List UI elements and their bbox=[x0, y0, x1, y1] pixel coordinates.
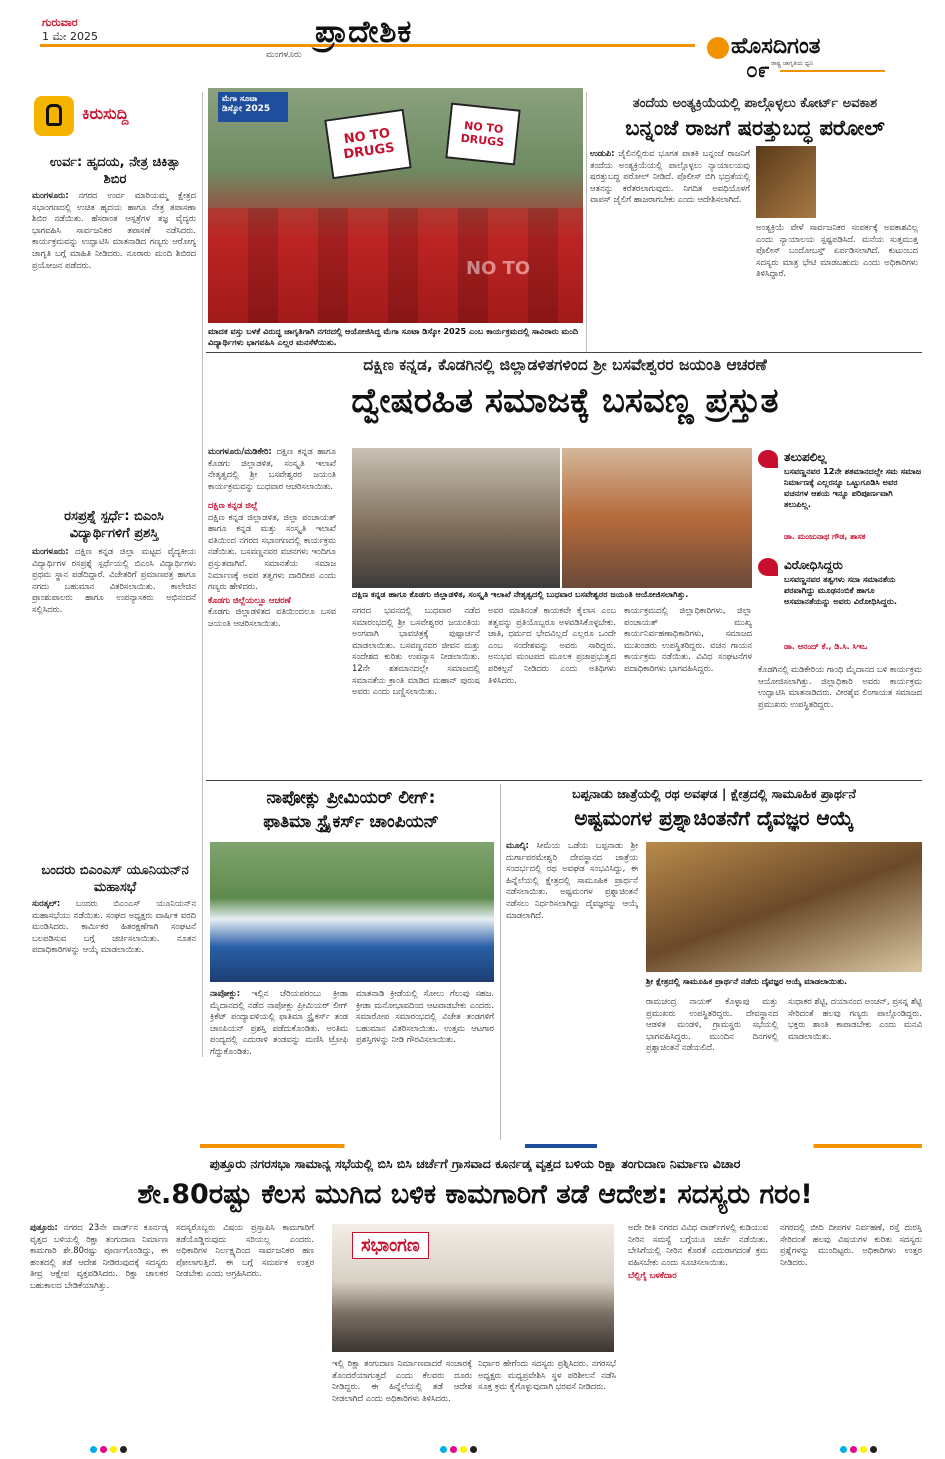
parole-text-2: ಅಂತ್ಯಕ್ರಿಯೆ ವೇಳೆ ಸಾರ್ವಜನಿಕರ ಸಂಪರ್ಕಕ್ಕೆ ಅವಕಾಶವಿಲ್ಲ ಎಂದು ನ್ಯಾಯಾಲಯ ಸ್ಪಷ್ಟಪಡಿಸಿದೆ. ಮನೆಯ ಸುತ್ತಮುತ್ತ ಪೊಲೀಸ್ ಬಂದೋಬಸ್ತ್ ಏರ್ಪಡಿಸಲಾಗಿದೆ. ಕುಟುಂಬದ ಸದಸ್ಯರು ಮಾತ್ರ ಭೇಟಿ ಮಾಡಬಹುದು ಎಂದು ಅಧಿಕಾರಿಗಳು ತಿಳಿಸಿದ್ದಾರೆ. bbox=[756, 222, 918, 279]
basava-quote-1 bbox=[758, 448, 922, 548]
dot-yellow bbox=[460, 1446, 467, 1453]
mega-soota-tag bbox=[218, 92, 288, 122]
dot-cyan bbox=[440, 1446, 447, 1453]
date-label: 1 ಮೇ 2025 bbox=[42, 30, 99, 43]
sabhangana-label: ಸಭಾಂಗಣ bbox=[361, 1235, 420, 1256]
ashtamangala-photo bbox=[646, 842, 922, 972]
puttur-byline: ಪುತ್ತೂರು: bbox=[30, 1222, 58, 1232]
day-label: ಗುರುವಾರ bbox=[42, 16, 78, 29]
kirusuddi-label: ಕಿರುಸುದ್ದಿ bbox=[82, 104, 129, 123]
basava-photo-left bbox=[352, 448, 560, 588]
basava-col-4 bbox=[624, 605, 752, 777]
quote-2-body: ಬಸವಣ್ಣನವರ ತತ್ವಗಳು ಸದಾ ಸಮಾನತೆಯ ಪರವಾಗಿದ್ದು ಮೂಢನಂಬಿಕೆ ಹಾಗೂ ಅಸಮಾನತೆಯನ್ನು ಅವರು ವಿರೋಧಿಸಿದ್ದರು. bbox=[784, 574, 897, 606]
parole-headline: ಬನ್ನಂಜೆ ರಾಜಗೆ ಷರತ್ತುಬದ್ಧ ಪರೋಲ್ bbox=[625, 116, 885, 140]
kirusuddi-body-1 bbox=[32, 190, 196, 490]
quote-2-icon bbox=[758, 558, 778, 576]
footer-dots-left bbox=[90, 1438, 130, 1457]
left-column-rule bbox=[202, 92, 203, 1057]
dot-yellow bbox=[860, 1446, 867, 1453]
cricket-rule bbox=[500, 784, 501, 1140]
quote-1-icon bbox=[758, 450, 778, 468]
quote-2-by: ಡಾ. ಆನಂದ್ ಕೆ., ಡಿ.ಸಿ. ಸಿಇಒ bbox=[784, 642, 868, 651]
kirusuddi-byline-1: ಮಂಗಳೂರು: bbox=[32, 190, 69, 200]
puttur-text-6: ನಗರದಲ್ಲಿ ಬೀದಿ ದೀಪಗಳ ನಿರ್ವಹಣೆ, ರಸ್ತೆ ದುರಸ್ತಿ ಸೇರಿದಂತೆ ಹಲವು ವಿಷಯಗಳ ಕುರಿತು ಸದಸ್ಯರು ಪ್ರಶ್ನೆಗಳನ್ನು ಮುಂದಿಟ್ಟರು. ಅಧಿಕಾರಿಗಳು ಉತ್ತರ ನೀಡಿದರು. bbox=[780, 1222, 922, 1267]
basava-quote-2 bbox=[758, 556, 922, 656]
paper-tagline: ರಾಷ್ಟ್ರ ಜಾಗೃತಿಯ ಧ್ವನಿ bbox=[771, 60, 814, 67]
dot-magenta bbox=[450, 1446, 457, 1453]
section-title: ಪ್ರಾದೇಶಿಕ bbox=[315, 14, 413, 50]
kirusuddi-title-2: ರಸಪ್ರಶ್ನೆ ಸ್ಪರ್ಧೆ: ಬಿಎಂಸಿ ವಿದ್ಯಾರ್ಥಿಗಳಿಗೆ ಪ್ರಶಸ್ತಿ bbox=[64, 509, 164, 541]
basava-sub-2: ಕೊಡಗು ಜಿಲ್ಲೆಯಲ್ಲೂ ಆಚರಣೆ bbox=[208, 594, 291, 605]
basava-col-1b bbox=[208, 500, 336, 776]
ashtamangala-col-2 bbox=[646, 996, 778, 1138]
no-drugs-sign-1-text: NO TO DRUGS bbox=[342, 125, 396, 163]
dot-black bbox=[120, 1446, 127, 1453]
dot-cyan bbox=[90, 1446, 97, 1453]
rule-below-basava bbox=[206, 780, 922, 781]
puttur-col-2 bbox=[176, 1222, 314, 1432]
kirusuddi-header bbox=[30, 90, 190, 142]
photo-rule bbox=[586, 92, 587, 352]
mega-soota-caption: ಮಾದಕ ವಸ್ತು ಬಳಕೆ ವಿರುದ್ಧ ಜಾಗೃತಿಗಾಗಿ ನಗರದಲ್ಲಿ ಆಯೋಜಿಸಿದ್ದ ಮೆಗಾ ಸೂಟಾ ಡಿಸ್ಕೋ 2025 ಎಂಬ ಕಾರ್ಯಕ್ರಮದಲ್ಲಿ ಸಾವಿರಾರು ಮಂದಿ ವಿದ್ಯಾರ್ಥಿಗಳು ಭಾಗವಹಿಸಿ ಎಲ್ಲರ ಮನಸೆಳೆಯಿತು. bbox=[208, 326, 579, 347]
ashtamangala-text-2: ರಾಮಚಂದ್ರ ನಾಯಕ್ ಕೊಳ್ಳಾಪು ಮತ್ತು ಪ್ರಮುಖರು ಉಪಸ್ಥಿತರಿದ್ದರು. ದೇವಸ್ಥಾನದ ಆಡಳಿತ ಮಂಡಳಿ, ಗ್ರಾಮಸ್ಥರು ಸಭೆಯಲ್ಲಿ ಭಾಗವಹಿಸಿದ್ದರು. ಮುಂದಿನ ದಿನಗಳಲ್ಲಿ ಪ್ರಶ್ನಾಚಿಂತನೆ ನಡೆಯಲಿದೆ. bbox=[646, 996, 778, 1053]
basava-text-1b: ದಕ್ಷಿಣ ಕನ್ನಡ ಜಿಲ್ಲಾಡಳಿತ, ಜಿಲ್ಲಾ ಪಂಚಾಯತ್ ಹಾಗೂ ಕನ್ನಡ ಮತ್ತು ಸಂಸ್ಕೃತಿ ಇಲಾಖೆ ವತಿಯಿಂದ ನಗರದ ಸಭಾಂಗಣದಲ್ಲಿ ಕಾರ್ಯಕ್ರಮ ನಡೆಯಿತು. ಬಸವಣ್ಣನವರ ವಚನಗಳು ಇಂದಿಗೂ ಪ್ರಸ್ತುತವಾಗಿವೆ. ಸಮಾನತೆಯ ಸಮಾಜ ನಿರ್ಮಾಣಕ್ಕೆ ಅವರ ತತ್ವಗಳು ದಾರಿದೀಪ ಎಂದು ಗಣ್ಯರು ಹೇಳಿದರು. bbox=[208, 511, 336, 592]
parole-kicker: ತಂದೆಯ ಅಂತ್ಯಕ್ರಿಯೆಯಲ್ಲಿ ಪಾಲ್ಗೊಳ್ಳಲು ಕೋರ್ಟ್ ಅವಕಾಶ bbox=[632, 96, 878, 111]
kirusuddi-title-1: ಉರ್ವ: ಹೃದಯ, ನೇತ್ರ ಚಿಕಿತ್ಸಾ ಶಿಬಿರ bbox=[49, 155, 181, 187]
puttur-col-5 bbox=[628, 1222, 768, 1432]
basava-text-5: ಕೊಡಗಿನಲ್ಲಿ ಮಡಿಕೇರಿಯ ಗಾಂಧಿ ಮೈದಾನದ ಬಳಿ ಕಾರ್ಯಕ್ರಮ ಆಯೋಜಿಸಲಾಗಿತ್ತು. ಜಿಲ್ಲಾಧಿಕಾರಿ ಅವರು ಕಾರ್ಯಕ್ರಮ ಉದ್ಘಾಟಿಸಿ ಮಾತನಾಡಿದರು. ವೀರಶೈವ ಲಿಂಗಾಯತ ಸಮಾಜದ ಪ್ರಮುಖರು ಉಪಸ್ಥಿತರಿದ್ದರು. bbox=[758, 664, 922, 709]
basava-text-4: ಕಾರ್ಯಕ್ರಮದಲ್ಲಿ ಜಿಲ್ಲಾಧಿಕಾರಿಗಳು, ಜಿಲ್ಲಾ ಪಂಚಾಯತ್ ಮುಖ್ಯ ಕಾರ್ಯನಿರ್ವಹಣಾಧಿಕಾರಿಗಳು, ಸಮಾಜದ ಮುಖಂಡರು ಉಪಸ್ಥಿತರಿದ್ದರು. ವಚನ ಗಾಯನ ಕಾರ್ಯಕ್ರಮ ನಡೆಯಿತು. ವಿವಿಧ ಸಂಘಟನೆಗಳ ಪದಾಧಿಕಾರಿಗಳು ಭಾಗವಹಿಸಿದ್ದರು. bbox=[624, 605, 752, 673]
kirusuddi-text-1: ನಗರದ ಉರ್ವ ಮಾರಿಯಮ್ಮ ಕ್ಷೇತ್ರದ ಸಭಾಂಗಣದಲ್ಲಿ ಉಚಿತ ಹೃದಯ ಹಾಗೂ ನೇತ್ರ ತಪಾಸಣಾ ಶಿಬಿರ ನಡೆಯಿತು. ಹೆಸರಾಂತ ಆಸ್ಪತ್ರೆಗಳ ತಜ್ಞ ವೈದ್ಯರು ಭಾಗವಹಿಸಿ ಸಾರ್ವಜನಿಕರ ತಪಾಸಣೆ ನಡೆಸಿದರು. ಕಾರ್ಯಕ್ರಮವನ್ನು ಉದ್ಘಾಟಿಸಿ ಮಾತನಾಡಿದ ಗಣ್ಯರು ಆರೋಗ್ಯ ಜಾಗೃತಿ ಬಗ್ಗೆ ಮಾಹಿತಿ ನೀಡಿದರು. ನೂರಾರು ಮಂದಿ ಶಿಬಿರದ ಪ್ರಯೋಜನ ಪಡೆದರು. bbox=[32, 190, 196, 270]
color-band bbox=[200, 1144, 922, 1148]
mega-soota-tag-line1: ಮೆಗಾ ಸೂಟಾ bbox=[222, 94, 258, 103]
masthead bbox=[0, 0, 945, 88]
quote-1-title: ತಲುಪಲಿಲ್ಲ bbox=[784, 450, 827, 464]
basava-col-5 bbox=[758, 664, 922, 776]
ashtamangala-col-3 bbox=[788, 996, 922, 1138]
cricket-col-2 bbox=[356, 988, 494, 1138]
cricket-byline: ನಾಪೋಕ್ಲು: bbox=[210, 988, 241, 998]
mega-soota-tag-line2: ಡಿಸ್ಕೋ 2025 bbox=[222, 104, 271, 114]
cricket-text-1: ಇಲ್ಲಿನ ಚೆರಿಯಪರಂಬು ಕ್ರೀಡಾ ಮೈದಾನದಲ್ಲಿ ನಡೆದ ನಾಪೋಕ್ಲು ಪ್ರೀಮಿಯರ್ ಲೀಗ್ ಕ್ರಿಕೆಟ್ ಪಂದ್ಯಾವಳಿಯಲ್ಲಿ ಫಾತಿಮಾ ಸ್ಟ್ರೈಕರ್ಸ್ ತಂಡ ಚಾಂಪಿಯನ್ ಪ್ರಶಸ್ತಿ ಪಡೆದುಕೊಂಡಿತು. ಅಂತಿಮ ಪಂದ್ಯದಲ್ಲಿ ಎದುರಾಳಿ ತಂಡವನ್ನು ಮಣಿಸಿ ಟ್ರೋಫಿ ಗೆದ್ದುಕೊಂಡಿತು. bbox=[210, 988, 348, 1056]
basava-col-3 bbox=[488, 605, 616, 777]
dot-magenta bbox=[100, 1446, 107, 1453]
students-crowd bbox=[208, 208, 583, 323]
cricket-text-2: ಮಾತನಾಡಿ ಕ್ರೀಡೆಯಲ್ಲಿ ಸೋಲು ಗೆಲುವು ಸಹಜ. ಕ್ರೀಡಾ ಮನೋಭಾವದಿಂದ ಆಟವಾಡಬೇಕು ಎಂದರು. ಸಮಾರೋಪ ಸಮಾರಂಭದಲ್ಲಿ ವಿಜೇತ ತಂಡಗಳಿಗೆ ಬಹುಮಾನ ವಿತರಿಸಲಾಯಿತು. ಉತ್ತಮ ಆಟಗಾರ ಪ್ರಶಸ್ತಿಗಳನ್ನು ನೀಡಿ ಗೌರವಿಸಲಾಯಿತು. bbox=[356, 988, 494, 1045]
basava-photo-right bbox=[562, 448, 752, 588]
ashtamangala-text-1: ಸೀಮೆಯ ಒಡೆಯ ಬಪ್ಪನಾಡು ಶ್ರೀ ದುರ್ಗಾಪರಮೇಶ್ವರಿ ದೇವಸ್ಥಾನದ ಜಾತ್ರೆಯ ಸಂದರ್ಭದಲ್ಲಿ ರಥ ಅವಘಡ ಸಂಭವಿಸಿದ್ದು, ಈ ಹಿನ್ನೆಲೆಯಲ್ಲಿ ಕ್ಷೇತ್ರದಲ್ಲಿ ಸಾಮೂಹಿಕ ಪ್ರಾರ್ಥನೆ ನಡೆಸಲಾಯಿತು. ಅಷ್ಟಮಂಗಳ ಪ್ರಶ್ನಾಚಿಂತನೆ ನಡೆಸಲು ನಿರ್ಧರಿಸಲಾಗಿದ್ದು ದೈವಜ್ಞರನ್ನು ಆಯ್ಕೆ ಮಾಡಲಾಗಿದೆ. bbox=[506, 840, 638, 920]
date-block bbox=[42, 16, 142, 44]
puttur-col-6 bbox=[780, 1222, 922, 1432]
parole-col-1 bbox=[590, 148, 750, 348]
page-number-rule bbox=[780, 70, 885, 72]
cricket-headline-2: ಫಾತಿಮಾ ಸ್ಟ್ರೈಕರ್ಸ್ ಚಾಂಪಿಯನ್ bbox=[263, 812, 439, 832]
parole-text-1: ಜೈಲಿನಲ್ಲಿರುವ ಭೂಗತ ಪಾತಕಿ ಬನ್ನಂಜೆ ರಾಜನಿಗೆ ತಂದೆಯ ಅಂತ್ಯಕ್ರಿಯೆಯಲ್ಲಿ ಪಾಲ್ಗೊಳ್ಳಲು ನ್ಯಾಯಾಲಯವು ಷರತ್ತುಬದ್ಧ ಪರೋಲ್ ನೀಡಿದೆ. ಪೊಲೀಸ್ ಬಿಗಿ ಭದ್ರತೆಯಲ್ಲಿ ಆತನನ್ನು ಕರೆತರಲಾಗುವುದು. ನಿಗದಿತ ಅವಧಿಯೊಳಗೆ ವಾಪಸ್ ಜೈಲಿಗೆ ಹಾಜರಾಗಬೇಕು ಎಂದು ಆದೇಶಿಸಲಾಗಿದೆ. bbox=[590, 148, 750, 205]
basava-byline: ಮಂಗಳೂರು/ಮಡಿಕೇರಿ: bbox=[208, 446, 272, 456]
basava-text-1c: ಕೊಡಗು ಜಿಲ್ಲಾಡಳಿತದ ವತಿಯಿಂದಲೂ ಬಸವ ಜಯಂತಿ ಆಚರಿಸಲಾಯಿತು. bbox=[208, 606, 336, 628]
basava-text-1: ದಕ್ಷಿಣ ಕನ್ನಡ ಹಾಗೂ ಕೊಡಗು ಜಿಲ್ಲಾಡಳಿತ, ಸಂಸ್ಕೃತಿ ಇಲಾಖೆ ನೇತೃತ್ವದಲ್ಲಿ ಶ್ರೀ ಬಸವೇಶ್ವರರ ಜಯಂತಿ ಕಾರ್ಯಕ್ರಮವನ್ನು ಬುಧವಾರ ಆಚರಿಸಲಾಯಿತು. bbox=[208, 446, 336, 491]
ashtamangala-text-3: ಸುಧಾಕರ ಶೆಟ್ಟಿ, ದಯಾನಂದ ಅಂಚನ್, ಪ್ರಸನ್ನ ಶೆಟ್ಟಿ ಸೇರಿದಂತೆ ಹಲವು ಗಣ್ಯರು ಪಾಲ್ಗೊಂಡಿದ್ದರು. ಭಕ್ತರು ಶಾಂತಿ ಕಾಪಾಡಬೇಕು ಎಂದು ಮನವಿ ಮಾಡಲಾಯಿತು. bbox=[788, 996, 922, 1041]
kirusuddi-body-2 bbox=[32, 546, 196, 856]
puttur-col-3 bbox=[332, 1358, 472, 1434]
kirusuddi-title-3: ಬಂದರು ಬಿಎಂಎಸ್ ಯೂನಿಯನ್‌ನ ಮಹಾಸಭೆ bbox=[41, 863, 189, 895]
kirusuddi-section bbox=[30, 90, 198, 1055]
kirusuddi-text-2: ದಕ್ಷಿಣ ಕನ್ನಡ ಜಿಲ್ಲಾ ಮಟ್ಟದ ವೈದ್ಯಕೀಯ ವಿದ್ಯಾರ್ಥಿಗಳ ರಸಪ್ರಶ್ನೆ ಸ್ಪರ್ಧೆಯಲ್ಲಿ ಬಿಎಂಸಿ ವಿದ್ಯಾರ್ಥಿಗಳು ಪ್ರಥಮ ಸ್ಥಾನ ಪಡೆದಿದ್ದಾರೆ. ವಿಜೇತರಿಗೆ ಪ್ರಮಾಣಪತ್ರ ಹಾಗೂ ನಗದು ಬಹುಮಾನ ವಿತರಿಸಲಾಯಿತು. ಕಾಲೇಜಿನ ಪ್ರಾಂಶುಪಾಲರು ಹಾಗೂ ಉಪನ್ಯಾಸಕರು ಅಭಿನಂದನೆ ಸಲ್ಲಿಸಿದರು. bbox=[32, 546, 196, 614]
ashtamangala-photo-caption: ಶ್ರೀ ಕ್ಷೇತ್ರದಲ್ಲಿ ಸಾಮೂಹಿಕ ಪ್ರಾರ್ಥನೆ ನಡೆದು ದೈವಜ್ಞರ ಆಯ್ಕೆ ಮಾಡಲಾಯಿತು. bbox=[646, 976, 848, 986]
basava-text-3: ಅವರ ಮಾತಿನಂತೆ ಕಾಯಕವೇ ಕೈಲಾಸ ಎಂಬ ತತ್ವವನ್ನು ಪ್ರತಿಯೊಬ್ಬರೂ ಅಳವಡಿಸಿಕೊಳ್ಳಬೇಕು. ಜಾತಿ, ಧರ್ಮದ ಭೇದವಿಲ್ಲದೆ ಎಲ್ಲರೂ ಒಂದೇ ಎಂಬ ಸಂದೇಶವನ್ನು ಅವರು ಸಾರಿದ್ದರು. ಅನುಭವ ಮಂಟಪದ ಮೂಲಕ ಪ್ರಜಾಪ್ರಭುತ್ವದ ಪರಿಕಲ್ಪನೆ ನೀಡಿದರು ಎಂದು ಅತಿಥಿಗಳು ತಿಳಿಸಿದರು. bbox=[488, 605, 616, 685]
dot-black bbox=[870, 1446, 877, 1453]
puttur-headline: ಶೇ.80ರಷ್ಟು ಕೆಲಸ ಮುಗಿದ ಬಳಿಕ ಕಾಮಗಾರಿಗೆ ತಡೆ ಆದೇಶ: ಸದಸ್ಯರು ಗರಂ! bbox=[137, 1179, 813, 1210]
kirusuddi-byline-2: ಮಂಗಳೂರು: bbox=[32, 546, 69, 556]
ashtamangala-byline: ಮೂಲ್ಕಿ: bbox=[506, 840, 529, 850]
puttur-text-2: ಸದಸ್ಯರೊಬ್ಬರು ವಿಷಯ ಪ್ರಸ್ತಾಪಿಸಿ ಕಾಮಗಾರಿಗೆ ತಡೆಯೊಡ್ಡಿರುವುದು ಸರಿಯಲ್ಲ ಎಂದರು. ಅಧಿಕಾರಿಗಳ ನಿರ್ಲಕ್ಷ್ಯದಿಂದ ಸಾರ್ವಜನಿಕರ ಹಣ ಪೋಲಾಗುತ್ತಿದೆ. ಈ ಬಗ್ಗೆ ಸಮರ್ಪಕ ಉತ್ತರ ನೀಡಬೇಕು ಎಂದು ಆಗ್ರಹಿಸಿದರು. bbox=[176, 1222, 314, 1279]
page-number: ೦೯ bbox=[746, 58, 770, 82]
puttur-text-5: ಅದೇ ರೀತಿ ನಗರದ ವಿವಿಧ ವಾರ್ಡ್‌ಗಳಲ್ಲಿ ಕುಡಿಯುವ ನೀರಿನ ಸಮಸ್ಯೆ ಬಗ್ಗೆಯೂ ಚರ್ಚೆ ನಡೆಯಿತು. ಬೇಸಿಗೆಯಲ್ಲಿ ನೀರಿನ ಕೊರತೆ ಎದುರಾಗದಂತೆ ಕ್ರಮ ವಹಿಸಬೇಕು ಎಂದು ಸೂಚಿಸಲಾಯಿತು. bbox=[628, 1222, 768, 1267]
puttur-text-3: ಇಲ್ಲಿ ರಿಕ್ಷಾ ತಂಗುದಾಣ ನಿರ್ಮಾಣವಾದರೆ ಸಂಚಾರಕ್ಕೆ ತೊಂದರೆಯಾಗುತ್ತದೆ ಎಂದು ಕೆಲವರು ದೂರು ನೀಡಿದ್ದರು. ಈ ಹಿನ್ನೆಲೆಯಲ್ಲಿ ತಡೆ ಆದೇಶ ನೀಡಲಾಗಿದೆ ಎಂದು ಅಧಿಕಾರಿಗಳು ತಿಳಿಸಿದರು. bbox=[332, 1358, 472, 1403]
dot-black bbox=[470, 1446, 477, 1453]
cricket-col-1 bbox=[210, 988, 348, 1138]
rule-below-top bbox=[206, 352, 922, 353]
hand-icon bbox=[46, 104, 62, 126]
puttur-text-1: ನಗರದ 23ನೇ ವಾರ್ಡ್‌ನ ಕೂರ್ನಡ್ಕ ವೃತ್ತದ ಬಳಿಯಲ್ಲಿ ರಿಕ್ಷಾ ತಂಗುದಾಣ ನಿರ್ಮಾಣ ಕಾಮಗಾರಿ ಶೇ.80ರಷ್ಟು ಪೂರ್ಣಗೊಂಡಿದ್ದು, ಈ ಹಂತದಲ್ಲಿ ತಡೆ ಆದೇಶ ನೀಡಿರುವುದಕ್ಕೆ ಸದಸ್ಯರು ತೀವ್ರ ಆಕ್ಷೇಪ ವ್ಯಕ್ತಪಡಿಸಿದರು. ರಿಕ್ಷಾ ಚಾಲಕರ ಬಹುಕಾಲದ ಬೇಡಿಕೆಯಾಗಿತ್ತು. bbox=[30, 1222, 168, 1290]
quote-1-body: ಬಸವಣ್ಣನವರ 12ನೇ ಶತಮಾನದಲ್ಲೇ ಸಮ ಸಮಾಜ ನಿರ್ಮಾಣಕ್ಕೆ ಎಲ್ಲರನ್ನೂ ಒಟ್ಟುಗೂಡಿಸಿ ಅವರ ವಚನಗಳ ಆಶಯ ಇನ್ನೂ ಪರಿಪೂರ್ಣವಾಗಿ ತಲುಪಿಲ್ಲ. bbox=[784, 466, 922, 509]
gavel-image bbox=[756, 146, 816, 218]
dot-yellow bbox=[110, 1446, 117, 1453]
footer-dots-right bbox=[840, 1438, 880, 1457]
logo-icon bbox=[707, 37, 729, 59]
puttur-kicker: ಪುತ್ತೂರು ನಗರಸಭಾ ಸಾಮಾನ್ಯ ಸಭೆಯಲ್ಲಿ ಬಿಸಿ ಬಿಸಿ ಚರ್ಚೆಗೆ ಗ್ರಾಸವಾದ ಕೂರ್ನಡ್ಕ ವೃತ್ತದ ಬಳಿಯ ರಿಕ್ಷಾ ತಂಗುದಾಣ ನಿರ್ಮಾಣ ವಿಚಾರ bbox=[209, 1156, 741, 1171]
ashtamangala-kicker: ಬಪ್ಪನಾಡು ಜಾತ್ರೆಯಲ್ಲಿ ರಥ ಅವಘಡ | ಕ್ಷೇತ್ರದಲ್ಲಿ ಸಾಮೂಹಿಕ ಪ್ರಾರ್ಥನೆ bbox=[572, 786, 856, 801]
quote-2-title: ವಿರೋಧಿಸಿದ್ದರು bbox=[784, 558, 843, 572]
puttur-col-1 bbox=[30, 1222, 168, 1432]
ashtamangala-col-1 bbox=[506, 840, 638, 1050]
basava-headline: ದ್ವೇಷರಹಿತ ಸಮಾಜಕ್ಕೆ ಬಸವಣ್ಣ ಪ್ರಸ್ತುತ bbox=[351, 381, 779, 421]
kirusuddi-text-3: ಬಂದರು ಬಿಎಂಎಸ್ ಯೂನಿಯನ್‌ನ ಮಹಾಸಭೆಯು ನಡೆಯಿತು. ಸಂಘದ ಅಧ್ಯಕ್ಷರು ವಾರ್ಷಿಕ ವರದಿ ಮಂಡಿಸಿದರು. ಕಾರ್ಮಿಕರ ಹಿತರಕ್ಷಣೆಗಾಗಿ ಸಂಘಟನೆ ಬಲಪಡಿಸುವ ಬಗ್ಗೆ ಚರ್ಚಿಸಲಾಯಿತು. ನೂತನ ಪದಾಧಿಕಾರಿಗಳನ್ನು ಆಯ್ಕೆ ಮಾಡಲಾಯಿತು. bbox=[32, 898, 196, 955]
cricket-team-photo bbox=[210, 842, 494, 982]
basava-col-2 bbox=[352, 605, 480, 777]
no-drugs-sign-1 bbox=[324, 109, 412, 180]
puttur-sub: ಬೆಲ್ಲಿಗೈ ಬಳಕೆದಾರ bbox=[628, 1270, 677, 1281]
dot-magenta bbox=[850, 1446, 857, 1453]
quote-1-by: ಡಾ. ಮಂಜುನಾಥ ಗೌಡ, ಶಾಸಕ bbox=[784, 532, 866, 541]
dot-cyan bbox=[840, 1446, 847, 1453]
mega-soota-photo bbox=[208, 88, 583, 323]
sabhangana-badge bbox=[352, 1232, 429, 1259]
paper-logo bbox=[703, 34, 885, 74]
puttur-photo bbox=[332, 1224, 614, 1352]
ashtamangala-headline: ಅಷ್ಟಮಂಗಳ ಪ್ರಶ್ನಾಚಿಂತನೆಗೆ ದೈವಜ್ಞರ ಆಯ್ಕೆ bbox=[574, 806, 854, 830]
basava-kicker: ದಕ್ಷಿಣ ಕನ್ನಡ, ಕೊಡಗಿನಲ್ಲಿ ಜಿಲ್ಲಾಡಳಿತಗಳಿಂದ ಶ್ರೀ ಬಸವೇಶ್ವರರ ಜಯಂತಿ ಆಚರಣೆ bbox=[363, 356, 767, 374]
no-drugs-sign-2-text: NO TO DRUGS bbox=[460, 119, 505, 150]
no-drugs-sign-2 bbox=[445, 102, 520, 165]
kirusuddi-body-3 bbox=[32, 898, 196, 1053]
parole-col-2 bbox=[756, 222, 918, 348]
city-label: ಮಂಗಳೂರು bbox=[266, 50, 302, 60]
footer-dots-center bbox=[440, 1438, 480, 1457]
basava-text-2: ನಗರದ ಭವನದಲ್ಲಿ ಬುಧವಾರ ನಡೆದ ಸಮಾರಂಭದಲ್ಲಿ ಶ್ರೀ ಬಸವೇಶ್ವರರ ಜಯಂತಿಯ ಅಂಗವಾಗಿ ಭಾವಚಿತ್ರಕ್ಕೆ ಪುಷ್ಪಾರ್ಚನೆ ಮಾಡಲಾಯಿತು. ಬಸವಣ್ಣನವರ ಜೀವನ ಮತ್ತು ಸಂದೇಶದ ಕುರಿತು ಉಪನ್ಯಾಸ ನೀಡಲಾಯಿತು. 12ನೇ ಶತಮಾನದಲ್ಲೇ ಸಮಾಜದಲ್ಲಿ ಸಮಾನತೆಯ ಕ್ರಾಂತಿ ಮಾಡಿದ ಮಹಾನ್ ಪುರುಷ ಅವರು ಎಂದು ಬಣ್ಣಿಸಲಾಯಿತು. bbox=[352, 605, 480, 697]
puttur-text-4: ನಿರ್ಧಾರ ಹೇಗೆಂದು ಸದಸ್ಯರು ಪ್ರಶ್ನಿಸಿದರು. ನಗರಸಭೆ ಅಧ್ಯಕ್ಷರು ಮಧ್ಯಪ್ರವೇಶಿಸಿ ಸ್ಥಳ ಪರಿಶೀಲನೆ ನಡೆಸಿ ಸೂಕ್ತ ಕ್ರಮ ಕೈಗೊಳ್ಳುವುದಾಗಿ ಭರವಸೆ ನೀಡಿದರು. bbox=[478, 1358, 616, 1392]
basava-photo-caption: ದಕ್ಷಿಣ ಕನ್ನಡ ಹಾಗೂ ಕೊಡಗು ಜಿಲ್ಲಾಡಳಿತ, ಸಂಸ್ಕೃತಿ ಇಲಾಖೆ ನೇತೃತ್ವದಲ್ಲಿ ಬುಧವಾರ ಬಸವೇಶ್ವರರ ಜಯಂತಿ ಆಯೋಜಿಸಲಾಗಿತ್ತು. bbox=[352, 589, 689, 599]
basava-sub-1: ದಕ್ಷಿಣ ಕನ್ನಡ ಜಿಲ್ಲೆ bbox=[208, 500, 258, 510]
cricket-headline-1: ನಾಪೋಕ್ಲು ಪ್ರೀಮಿಯರ್ ಲೀಗ್: bbox=[266, 788, 436, 808]
parole-byline: ಉಡುಪಿ: bbox=[590, 148, 615, 158]
puttur-col-4 bbox=[478, 1358, 616, 1434]
paper-name: ಹೊಸದಿಗಂತ bbox=[731, 34, 821, 59]
kirusuddi-byline-3: ಸುರತ್ಕಲ್: bbox=[32, 898, 61, 908]
